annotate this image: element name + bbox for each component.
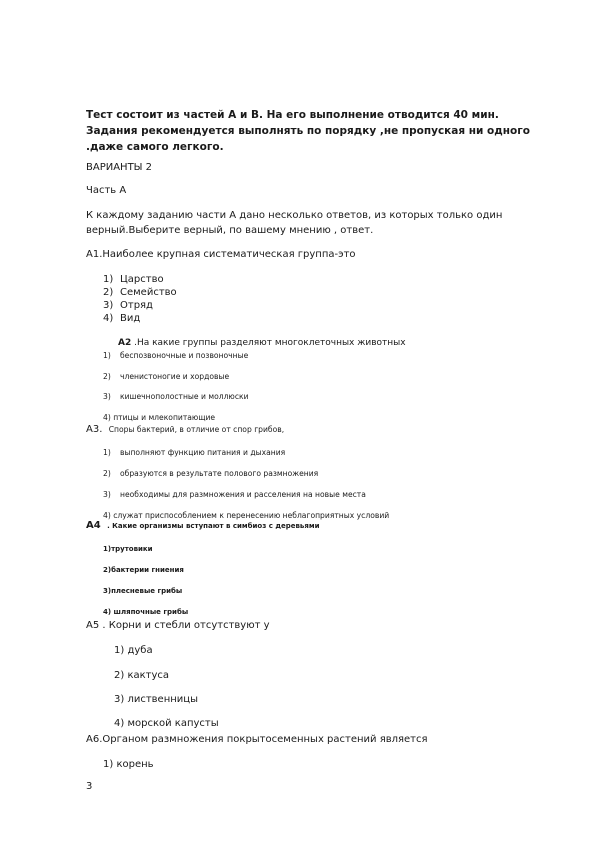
question-a4-option: 1)трутовики bbox=[103, 545, 153, 553]
option-number: 4) bbox=[103, 313, 114, 324]
question-a3-option bbox=[103, 470, 318, 478]
question-a1-option bbox=[103, 301, 153, 311]
option-text: кишечнополостные и моллюски bbox=[120, 392, 249, 401]
question-a1-title: А1.Наиболее крупная систематическая группа-это bbox=[86, 249, 356, 260]
option-text: Семейство bbox=[120, 287, 177, 298]
question-a2-option bbox=[103, 393, 249, 401]
page-number: 3 bbox=[86, 781, 93, 792]
option-number: 1) bbox=[103, 351, 111, 360]
question-a1-option bbox=[103, 288, 177, 298]
question-a2-label: А2 bbox=[118, 338, 132, 348]
option-number: 2) bbox=[103, 287, 114, 298]
question-a3-option bbox=[103, 449, 285, 457]
option-text: беспозвоночные и позвоночные bbox=[120, 351, 249, 360]
option-number: 2) bbox=[103, 372, 111, 381]
instructions-line-2: верный.Выберите верный, по вашему мнению , ответ. bbox=[86, 225, 374, 236]
option-number: 3) bbox=[103, 300, 114, 311]
option-text: образуются в результате полового размножения bbox=[120, 469, 319, 478]
question-a3-option bbox=[103, 491, 366, 499]
question-a4-text: . Какие организмы вступают в симбиоз с деревьями bbox=[107, 522, 320, 530]
instructions-line-1: К каждому заданию части А дано несколько ответов, из которых только один bbox=[86, 210, 503, 221]
question-a5-option: 2) кактуса bbox=[114, 670, 170, 681]
question-a2-option bbox=[103, 373, 229, 381]
option-text: необходимы для размножения и расселения на новые места bbox=[120, 490, 366, 499]
question-a1-option bbox=[103, 275, 164, 285]
question-a3-label: А3. bbox=[86, 424, 103, 435]
part-heading: Часть А bbox=[86, 185, 127, 196]
question-a5-option: 1) дуба bbox=[114, 645, 153, 656]
question-a5-title: А5 . Корни и стебли отсутствуют у bbox=[86, 620, 270, 631]
intro-line-3: .даже самого легкого. bbox=[86, 141, 224, 153]
question-a5-option: 3) лиственницы bbox=[114, 694, 198, 705]
question-a2-title bbox=[118, 339, 406, 348]
question-a3-option: 4) служат приспособлением к перенесению неблагоприятных условий bbox=[103, 511, 390, 520]
question-a2-text: .На какие группы разделяют многоклеточных животных bbox=[131, 338, 406, 348]
question-a1-option bbox=[103, 314, 140, 324]
question-a3-title bbox=[86, 425, 284, 435]
option-number: 1) bbox=[103, 448, 111, 457]
option-text: Вид bbox=[120, 313, 141, 324]
option-text: Отряд bbox=[120, 300, 153, 311]
option-text: Царство bbox=[120, 274, 164, 285]
option-text: членистоногие и хордовые bbox=[120, 372, 230, 381]
question-a6-option: 1) корень bbox=[103, 759, 154, 770]
question-a4-option: 3)плесневые грибы bbox=[103, 587, 183, 595]
question-a3-text: Споры бактерий, в отличие от спор грибов, bbox=[108, 425, 285, 434]
question-a4-label: А4 bbox=[86, 520, 101, 531]
question-a5-option: 4) морской капусты bbox=[114, 718, 219, 729]
question-a2-option bbox=[103, 352, 248, 360]
variant-heading: ВАРИАНТЫ 2 bbox=[86, 162, 153, 173]
option-number: 3) bbox=[103, 490, 111, 499]
intro-line-2: Задания рекомендуется выполнять по порядку ,не пропуская ни одного bbox=[86, 125, 530, 137]
option-number: 3) bbox=[103, 392, 111, 401]
question-a4-title bbox=[86, 521, 319, 531]
question-a4-option: 2)бактерии гниения bbox=[103, 566, 184, 574]
question-a6-title: А6.Органом размножения покрытосеменных растений является bbox=[86, 734, 428, 745]
intro-line-1: Тест состоит из частей А и В. На его выполнение отводится 40 мин. bbox=[86, 109, 499, 121]
option-number: 1) bbox=[103, 274, 114, 285]
option-text: выполняют функцию питания и дыхания bbox=[120, 448, 286, 457]
question-a4-option: 4) шляпочные грибы bbox=[103, 608, 189, 616]
question-a2-option: 4) птицы и млекопитающие bbox=[103, 413, 216, 422]
option-number: 2) bbox=[103, 469, 111, 478]
